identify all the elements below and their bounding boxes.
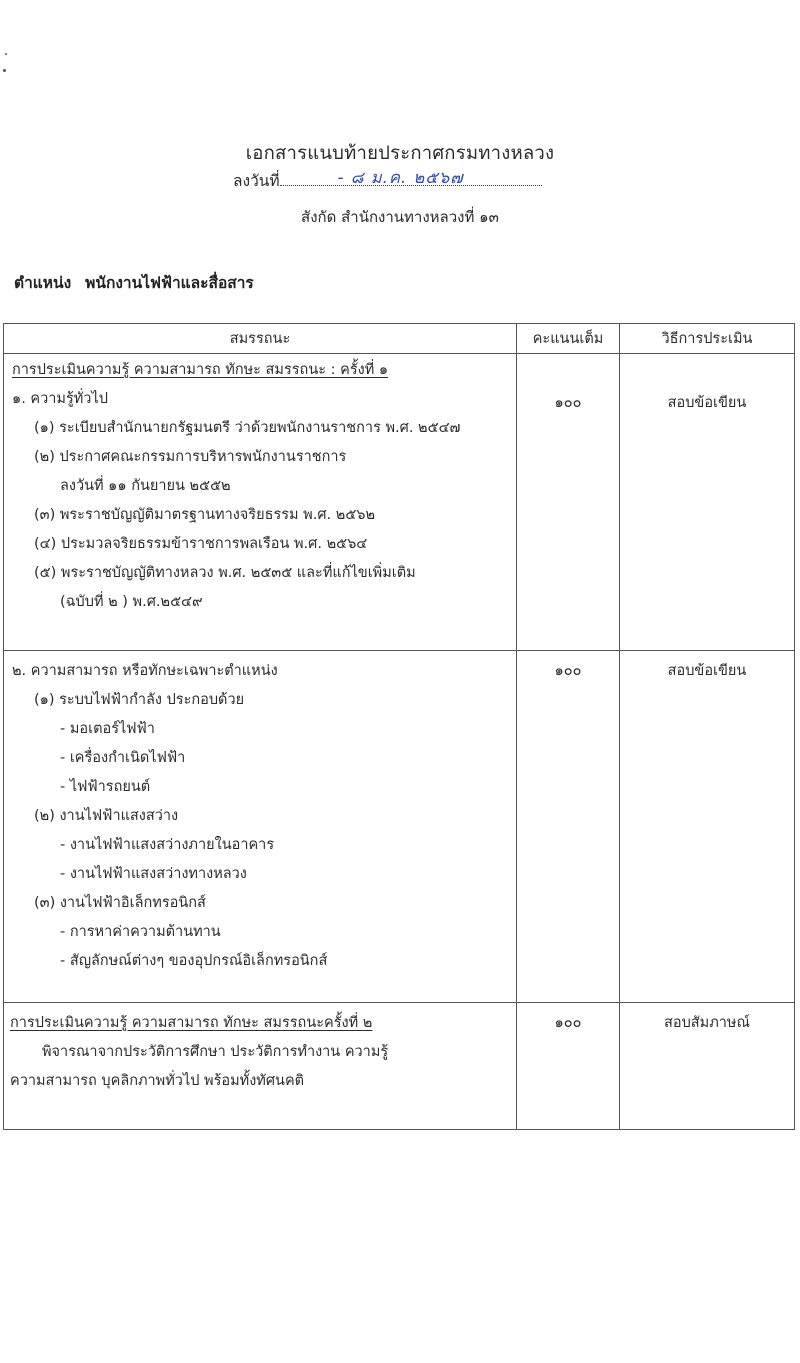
column-header-competency: สมรรถนะ bbox=[4, 324, 517, 354]
table-header-row bbox=[4, 324, 795, 354]
position-label: ตำแหน่ง bbox=[14, 274, 72, 292]
method-cell bbox=[620, 651, 795, 1003]
assessment-method: สอบข้อเขียน bbox=[667, 395, 747, 411]
list-item: - การหาค่าความต้านทาน bbox=[60, 924, 221, 940]
list-item: - งานไฟฟ้าแสงสว่างภายในอาคาร bbox=[60, 837, 275, 853]
list-item: - มอเตอร์ไฟฟ้า bbox=[60, 721, 155, 737]
competency-cell bbox=[4, 354, 517, 651]
section-title: ๑. ความรู้ทั่วไป bbox=[12, 391, 108, 407]
assessment-method: สอบข้อเขียน bbox=[667, 663, 747, 679]
full-score: ๑๐๐ bbox=[554, 1015, 582, 1031]
score-cell bbox=[517, 354, 620, 651]
group-title: (๓) งานไฟฟ้าอิเล็กทรอนิกส์ bbox=[34, 895, 206, 911]
list-item: (ฉบับที่ ๒ ) พ.ศ.๒๕๔๙ bbox=[60, 594, 203, 610]
date-line bbox=[233, 168, 542, 193]
score-cell bbox=[517, 651, 620, 1003]
table-row bbox=[4, 1003, 795, 1130]
score-cell bbox=[517, 1003, 620, 1130]
section-title: ๒. ความสามารถ หรือทักษะเฉพาะตำแหน่ง bbox=[12, 663, 278, 679]
group-title: (๒) งานไฟฟ้าแสงสว่าง bbox=[34, 808, 179, 824]
list-item: - ไฟฟ้ารถยนต์ bbox=[60, 779, 151, 795]
table-row bbox=[4, 651, 795, 1003]
scan-speck bbox=[5, 53, 7, 55]
paragraph-line: ความสามารถ บุคลิกภาพทั่วไป พร้อมทั้งทัศนคติ bbox=[10, 1073, 305, 1089]
assessment-heading: การประเมินความรู้ ความสามารถ ทักษะ สมรรถนะครั้งที่ ๒ bbox=[10, 1015, 373, 1031]
full-score: ๑๐๐ bbox=[554, 663, 582, 679]
assessment-method: สอบสัมภาษณ์ bbox=[664, 1015, 750, 1031]
list-item: - งานไฟฟ้าแสงสว่างทางหลวง bbox=[60, 866, 247, 882]
list-item: (๒) ประกาศคณะกรรมการบริหารพนักงานราชการ bbox=[34, 449, 347, 465]
list-item: (๕) พระราชบัญญัติทางหลวง พ.ศ. ๒๕๓๕ และที่แก้ไขเพิ่มเติม bbox=[34, 565, 416, 581]
position-line bbox=[14, 270, 254, 295]
paragraph-line: พิจารณาจากประวัติการศึกษา ประวัติการทำงาน ความรู้ bbox=[42, 1044, 389, 1060]
competency-cell bbox=[4, 1003, 517, 1130]
column-header-method: วิธีการประเมิน bbox=[620, 324, 795, 354]
competency-cell bbox=[4, 651, 517, 1003]
list-item: (๔) ประมวลจริยธรรมข้าราชการพลเรือน พ.ศ. ๒๕๖๔ bbox=[34, 536, 368, 552]
list-item: - เครื่องกำเนิดไฟฟ้า bbox=[60, 750, 186, 766]
scan-speck bbox=[3, 69, 6, 72]
assessment-heading: การประเมินความรู้ ความสามารถ ทักษะ สมรรถนะ : ครั้งที่ ๑ bbox=[12, 362, 389, 378]
list-item: - สัญลักษณ์ต่างๆ ของอุปกรณ์อิเล็กทรอนิกส์ bbox=[60, 953, 328, 969]
competency-table bbox=[3, 323, 795, 1130]
column-header-full-score: คะแนนเต็ม bbox=[517, 324, 620, 354]
date-label: ลงวันที่ bbox=[233, 172, 280, 190]
method-cell bbox=[620, 354, 795, 651]
list-item: ลงวันที่ ๑๑ กันยายน ๒๕๕๒ bbox=[60, 478, 231, 494]
date-stamp: - ๘ ม.ค. ๒๕๖๗ bbox=[337, 168, 464, 187]
list-item: (๓) พระราชบัญญัติมาตรฐานทางจริยธรรม พ.ศ. ๒๕๖๒ bbox=[34, 507, 376, 523]
date-dotted-field bbox=[280, 168, 542, 187]
position-value: พนักงานไฟฟ้าและสื่อสาร bbox=[85, 274, 254, 292]
method-cell bbox=[620, 1003, 795, 1130]
list-item: (๑) ระเบียบสำนักนายกรัฐมนตรี ว่าด้วยพนักงานราชการ พ.ศ. ๒๕๔๗ bbox=[34, 420, 461, 436]
affiliation: สังกัด สำนักงานทางหลวงที่ ๑๓ bbox=[301, 208, 499, 226]
full-score: ๑๐๐ bbox=[554, 395, 582, 411]
group-title: (๑) ระบบไฟฟ้ากำลัง ประกอบด้วย bbox=[34, 692, 245, 708]
table-row bbox=[4, 354, 795, 651]
document-title: เอกสารแนบท้ายประกาศกรมทางหลวง bbox=[245, 143, 555, 164]
